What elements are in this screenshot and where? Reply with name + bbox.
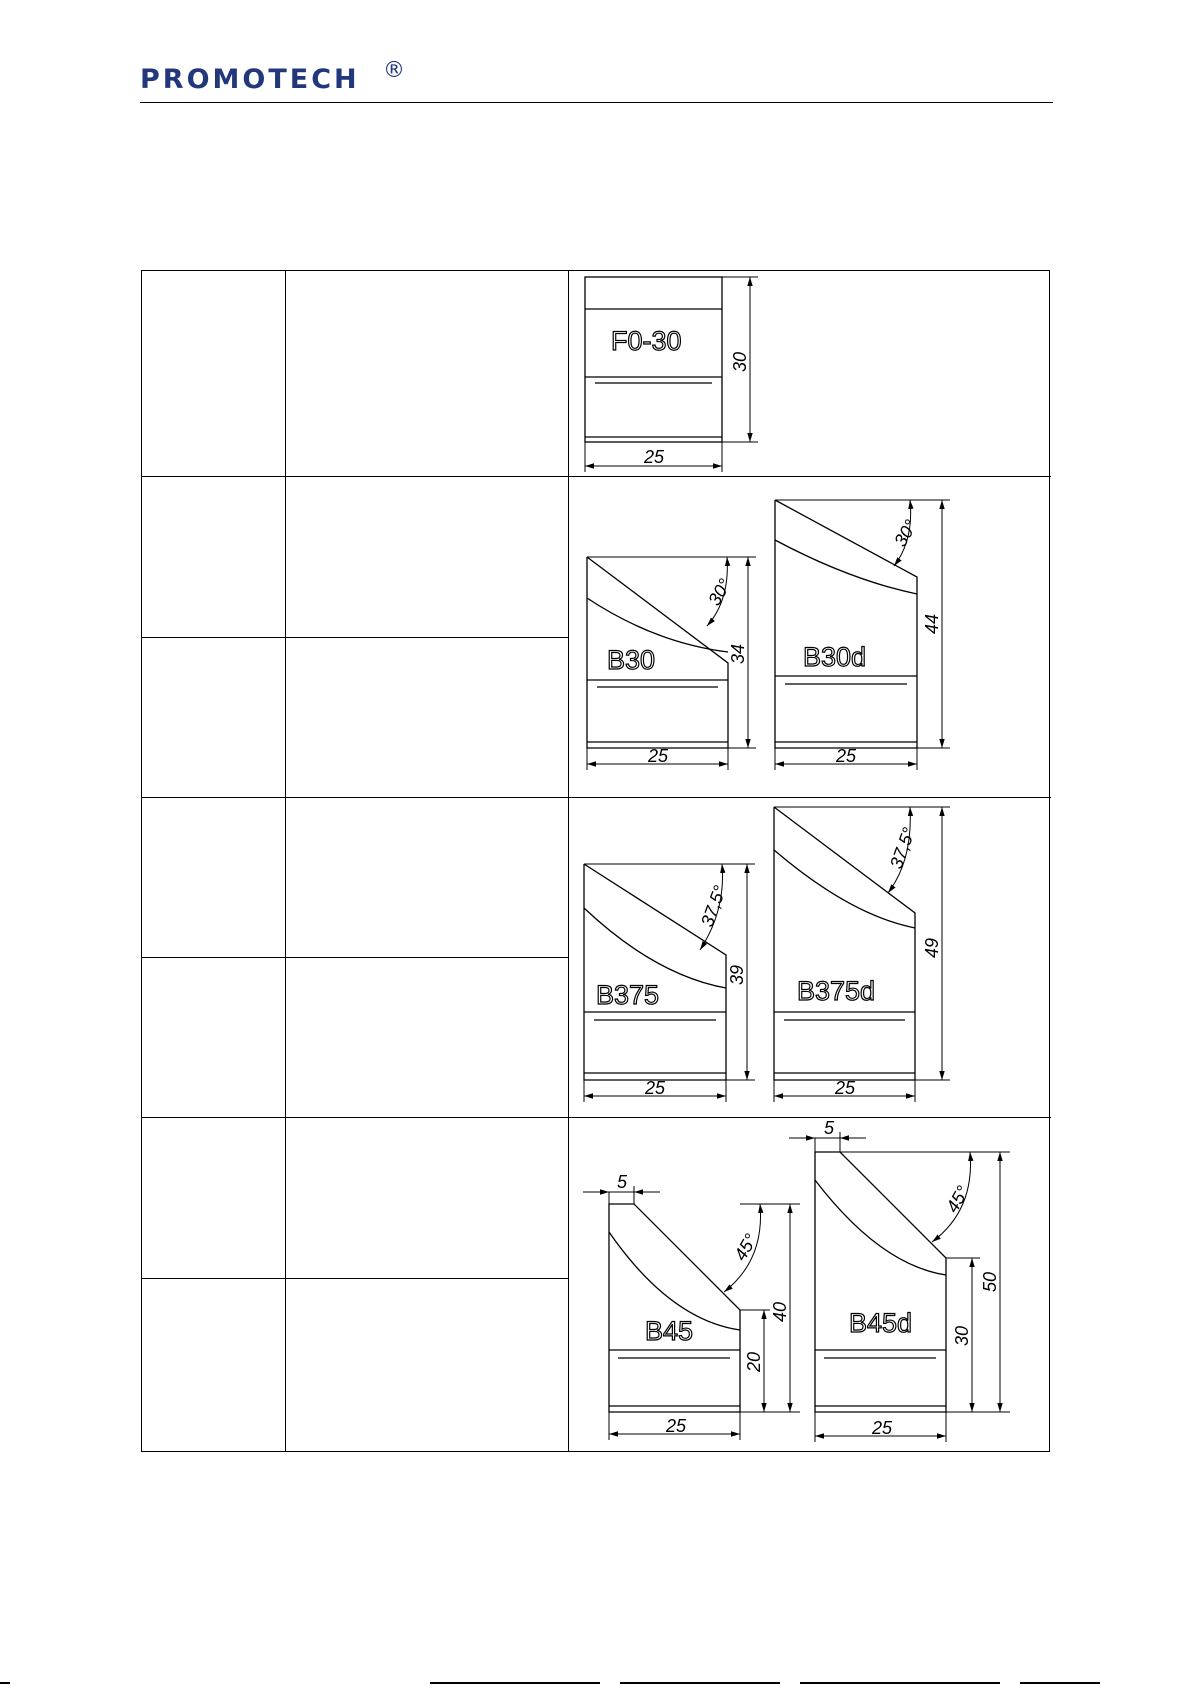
b375-width: 25 <box>645 1078 666 1098</box>
b375-angle: 37,5° <box>696 882 731 930</box>
b30d-width: 25 <box>836 746 857 766</box>
b30-label: B30 <box>607 645 656 675</box>
b45-label: B45 <box>645 1316 694 1346</box>
b45-height: 40 <box>770 1301 790 1322</box>
b45-angle: 45° <box>730 1230 762 1264</box>
b45d-height: 50 <box>980 1271 1000 1292</box>
b45d-lower-height: 30 <box>952 1325 972 1346</box>
b30-height: 34 <box>728 643 748 664</box>
b30d-angle: 30° <box>890 516 922 550</box>
b30d-height: 44 <box>922 613 942 634</box>
b45d-label: B45d <box>849 1308 913 1338</box>
b375-label: B375 <box>596 980 660 1010</box>
f0-30-width: 25 <box>644 447 665 467</box>
f0-30-height: 30 <box>730 351 750 372</box>
b45-top-width: 5 <box>617 1172 628 1192</box>
drawing-b45 <box>583 1186 800 1440</box>
drawing-b45d <box>789 1132 1010 1442</box>
f0-30-label: F0-30 <box>611 326 682 356</box>
b375d-height: 49 <box>922 937 942 958</box>
drawing-f0-30 <box>585 277 758 472</box>
b30d-label: B30d <box>803 642 867 672</box>
registered-mark: ® <box>383 58 405 83</box>
b30-width: 25 <box>648 746 669 766</box>
brand-name: PROMOTECH <box>140 64 360 95</box>
b30-angle: 30° <box>704 575 736 609</box>
b375d-width: 25 <box>835 1078 856 1098</box>
b45d-top-width: 5 <box>824 1118 835 1138</box>
b375d-angle: 37,5° <box>885 824 920 872</box>
b45d-angle: 45° <box>942 1182 974 1216</box>
drawing-b30d <box>775 500 950 770</box>
f0-30-body <box>585 277 722 442</box>
b45d-width: 25 <box>872 1418 893 1438</box>
b45-lower-height: 20 <box>744 1351 764 1372</box>
b375d-label: B375d <box>797 976 876 1006</box>
b375-height: 39 <box>727 964 747 985</box>
b45-width: 25 <box>666 1416 687 1436</box>
